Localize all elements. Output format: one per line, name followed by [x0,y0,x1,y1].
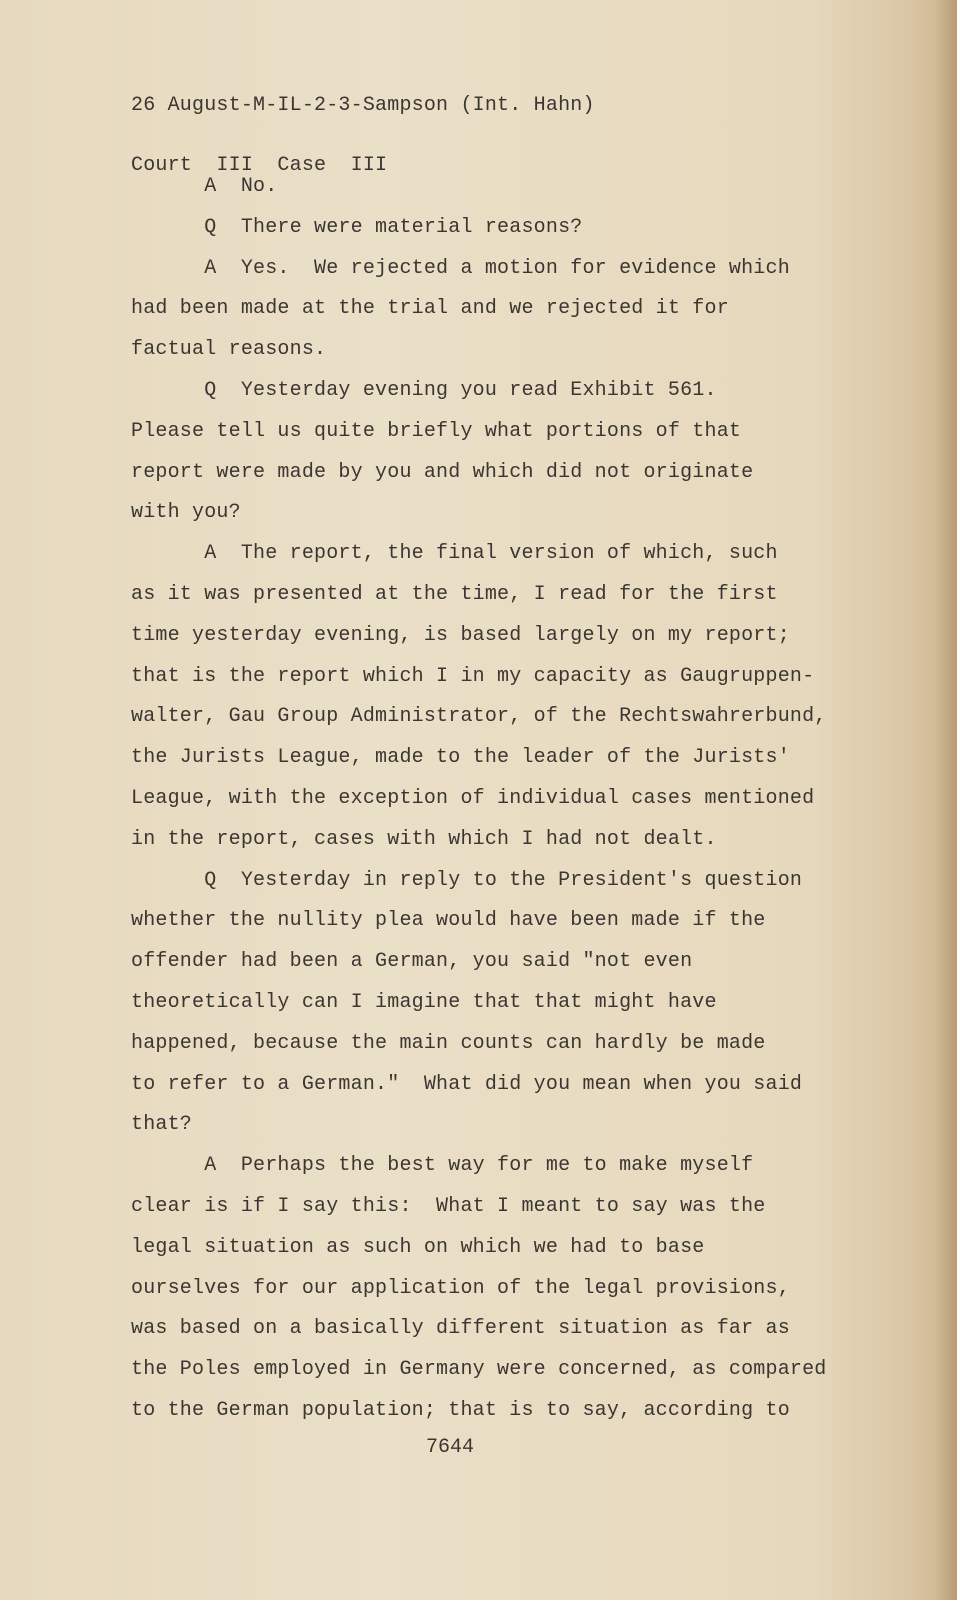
transcript-line: legal situation as such on which we had to base [131,1235,705,1259]
transcript-line: League, with the exception of individual cases mentioned [131,786,815,810]
transcript-line: Q There were material reasons? [131,215,583,239]
transcript-line: A The report, the final version of which, such [131,542,778,566]
transcript-line: as it was presented at the time, I read for the first [131,582,778,606]
transcript-line: the Poles employed in Germany were concerned, as compared [131,1358,827,1382]
transcript-line: A No. [131,175,278,198]
transcript-line: Please tell us quite briefly what portions of that [131,419,742,443]
transcript-line: A Yes. We rejected a motion for evidence which [131,256,790,280]
header-line-1: 26 August-M-IL-2-3-Sampson (Int. Hahn) [131,94,595,117]
transcript-line: the Jurists League, made to the leader of the Jurists' [131,746,790,770]
transcript-line: had been made at the trial and we rejected it for [131,297,729,321]
transcript-line: theoretically can I imagine that that might have [131,990,717,1014]
page-number: 7644 [425,1436,474,1459]
transcript-line: Q Yesterday in reply to the President's question [131,868,803,892]
transcript-line: that? [131,1113,193,1137]
transcript-line: factual reasons. [131,338,327,362]
transcript-line: to refer to a German." What did you mean when you said [131,1072,803,1096]
transcript-line: that is the report which I in my capacity as Gaugruppen- [131,664,815,688]
transcript-line: time yesterday evening, is based largely on my report; [131,623,790,647]
transcript-line: happened, because the main counts can hardly be made [131,1031,766,1055]
transcript-body [131,176,827,1441]
transcript-line: was based on a basically different situation as far as [131,1317,790,1341]
transcript-line: Q Yesterday evening you read Exhibit 561. [131,378,717,402]
transcript-line: with you? [131,501,241,525]
transcript-line: A Perhaps the best way for me to make myself [131,1154,754,1178]
transcript-line: ourselves for our application of the legal provisions, [131,1276,790,1300]
page-edge-shadow [935,0,957,1600]
transcript-line: offender had been a German, you said "not even [131,950,693,974]
transcript-line: to the German population; that is to say, according to [131,1398,790,1422]
transcript-line: whether the nullity plea would have been made if the [131,909,766,933]
header-line-2: Court III Case III [131,154,388,177]
transcript-line: in the report, cases with which I had not dealt. [131,827,717,851]
transcript-line: clear is if I say this: What I meant to say was the [131,1194,766,1218]
transcript-line: report were made by you and which did not originate [131,460,754,484]
transcript-line: walter, Gau Group Administrator, of the Rechtswahrerbund, [131,705,827,729]
